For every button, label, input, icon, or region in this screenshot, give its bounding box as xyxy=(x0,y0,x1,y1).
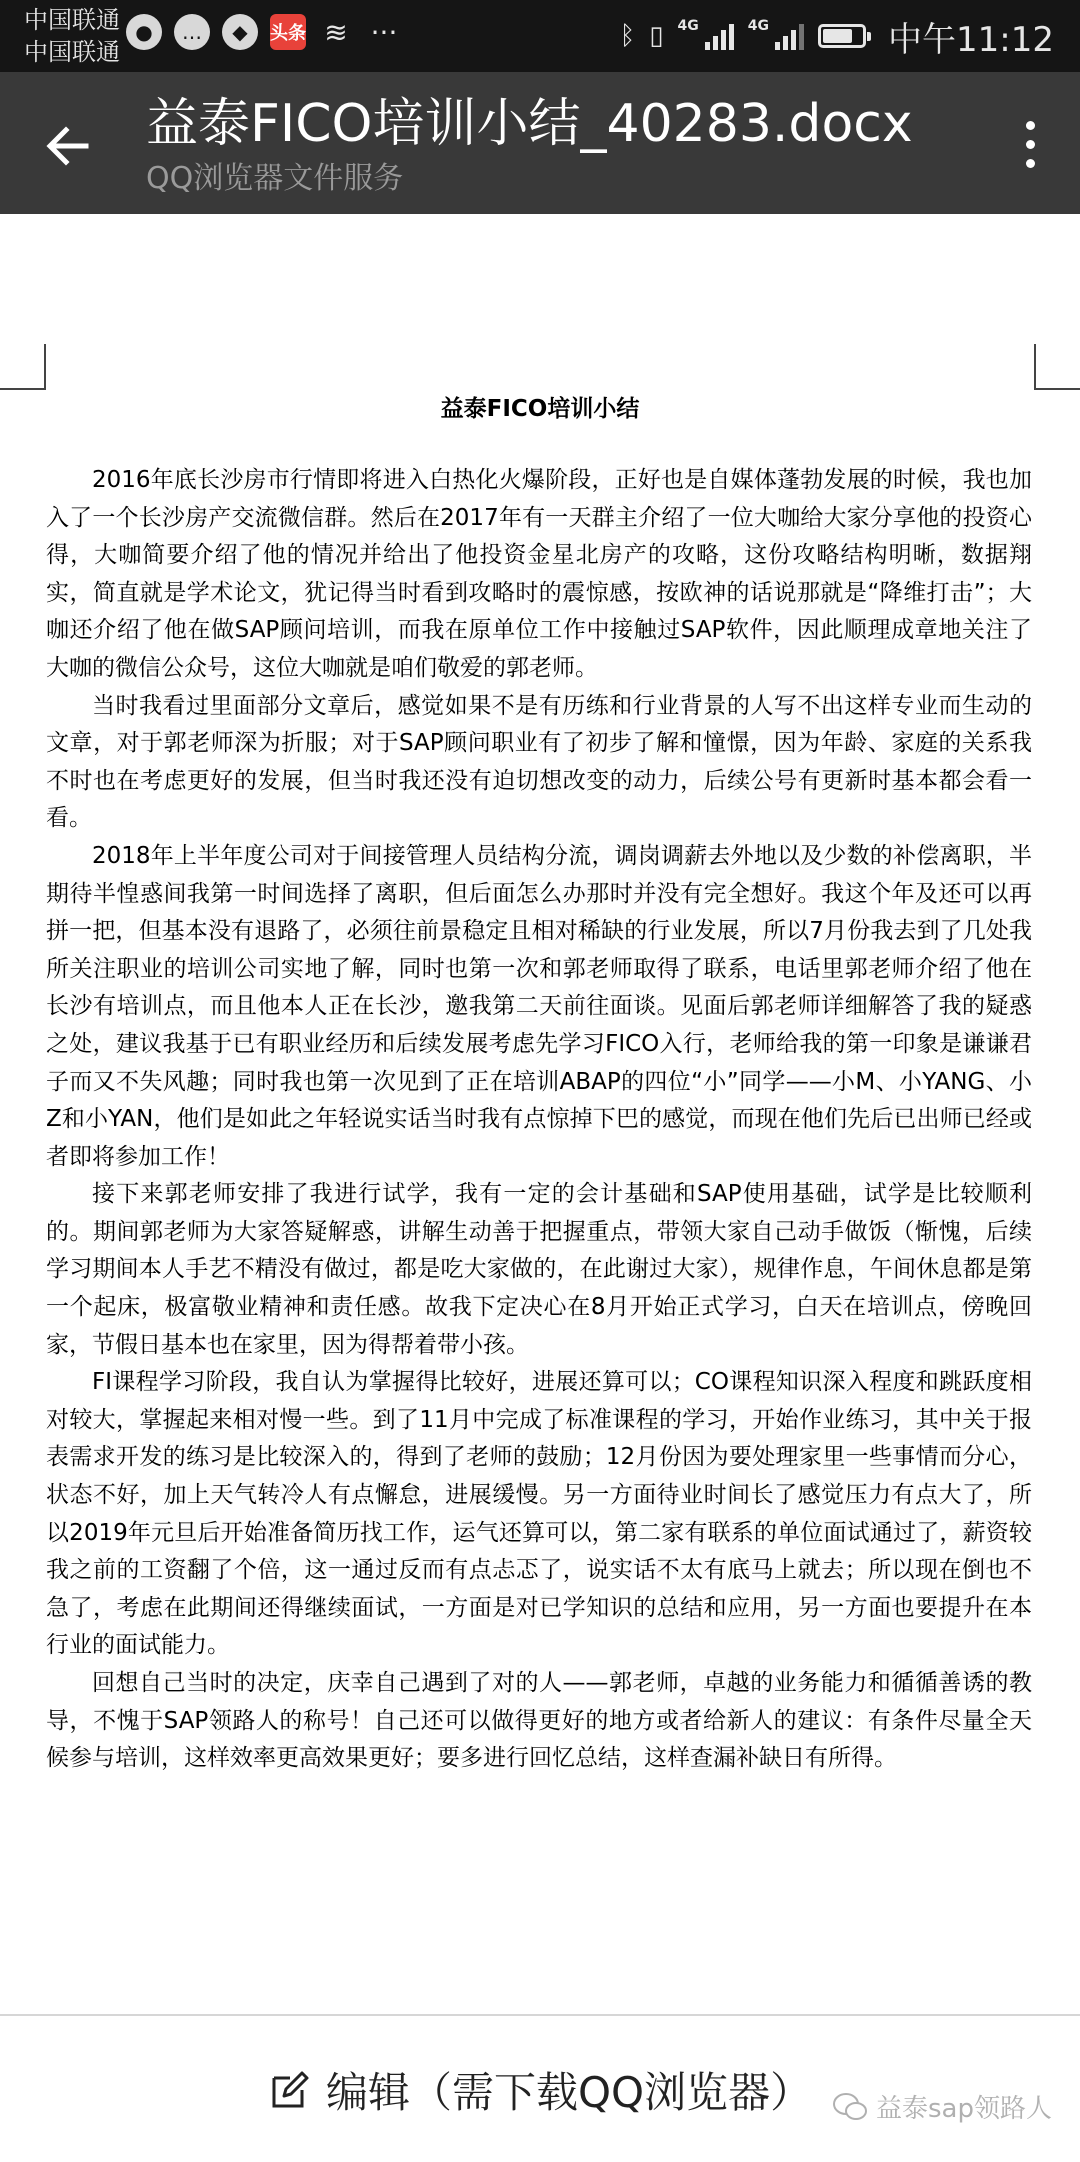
article-heading: 益泰FICO培训小结 xyxy=(440,396,640,422)
bottom-action-bar xyxy=(0,2014,1080,2162)
toutiao-app-icon: 头条 xyxy=(270,14,306,50)
chat-bubble-icon: … xyxy=(174,14,210,50)
signal-strength-icon-1 xyxy=(705,22,734,50)
paragraph: 接下来郭老师安排了我进行试学，我有一定的会计基础和SAP使用基础，试学是比较顺利的。期间郭老师为大家答疑解惑，讲解生动善于把握重点，带领大家自己动手做饭（惭愧，后续学习期间本人手艺不精没有做过，都是吃大家做的，在此谢过大家），规律作息，午间休息都是第一个起床，极富敬业精神和责任感。故我下定决心在8月开始正式学习，白天在培训点，傍晚回家，节假日基本也在家里，因为得帮着带小孩。 xyxy=(46,1181,1032,1358)
paragraph: 回想自己当时的决定，庆幸自己遇到了对的人——郭老师，卓越的业务能力和循循善诱的教导，不愧于SAP领路人的称号！自己还可以做得更好的地方或者给新人的建议：有条件尽量全天候参与培训，这样效率更高效果更好；要多进行回忆总结，这样查漏补缺日有所得。 xyxy=(46,1670,1032,1772)
network-type-2: 4G xyxy=(747,18,770,34)
signal-strength-icon-2 xyxy=(775,22,804,50)
edit-button[interactable] xyxy=(270,2060,812,2120)
back-button[interactable] xyxy=(36,114,100,178)
paragraph: 当时我看过里面部分文章后，感觉如果不是有历练和行业背景的人写不出这样专业而生动的文章，对于郭老师深为折服；对于SAP顾问职业有了初步了解和憧憬，因为年龄、家庭的关系我不时也在考虑更好的发展，但当时我还没有迫切想改变的动力，后续公号有更新时基本都会看一看。 xyxy=(46,692,1032,832)
watermark-text: 益泰sap领路人 xyxy=(876,2094,1052,2124)
notification-icons xyxy=(126,14,402,50)
toolbar-subtitle: QQ浏览器文件服务 xyxy=(146,161,404,196)
bluetooth-icon: ᛒ xyxy=(619,21,636,51)
battery-icon xyxy=(818,24,866,48)
carrier-label-2: 中国联通 xyxy=(24,38,120,66)
red-envelope-icon: ◆ xyxy=(222,14,258,50)
document-title: 益泰FICO培训小结_40283.docx xyxy=(146,94,913,154)
battery-level xyxy=(823,29,852,43)
system-icons xyxy=(620,0,1054,72)
back-arrow-icon xyxy=(44,122,92,170)
paragraph: 2016年底长沙房市行情即将进入白热化火爆阶段，正好也是自媒体蓬勃发展的时候，我也加入了一个长沙房产交流微信群。然后在2017年有一天群主介绍了一位大咖给大家分享他的投资心得，大咖简要介绍了他的情况并给出了他投资金星北房产的攻略，这份攻略结构明晰，数据翔实，简直就是学术论文，犹记得当时看到攻略时的震惊感，按欧神的话说那就是“降维打击”；大咖还介绍了他在做SAP顾问培训，而我在原单位工作中接触过SAP软件，因此顺理成章地关注了大咖的微信公众号，这位大咖就是咱们敬爱的郭老师。 xyxy=(46,467,1032,681)
network-type-1: 4G xyxy=(677,18,699,34)
status-bar xyxy=(0,0,1080,72)
edit-button-label: 编辑（需下载QQ浏览器） xyxy=(326,2068,813,2117)
app-toolbar xyxy=(0,72,1080,214)
page-corner-mark-right xyxy=(1034,344,1080,390)
menu-dot-icon xyxy=(1026,140,1035,149)
document-page[interactable] xyxy=(0,214,1080,2014)
carrier-label-1: 中国联通 xyxy=(24,6,120,34)
vibrate-icon: ▯ xyxy=(649,21,664,51)
article-body xyxy=(46,462,1032,1778)
overflow-menu-button[interactable] xyxy=(1004,108,1056,180)
watermark xyxy=(832,2088,1052,2125)
wechat-icon: ● xyxy=(126,14,162,50)
paragraph: FI课程学习阶段，我自认为掌握得比较好，进展还算可以；CO课程知识深入程度和跳跃度相对较大，掌握起来相对慢一些。到了11月中完成了标准课程的学习，开始作业练习，其中关于报表需求开发的练习是比较深入的，得到了老师的鼓励；12月份因为要处理家里一些事情而分心，状态不好，加上天气转冷人有点懈怠，进展缓慢。另一方面待业时间长了感觉压力有点大了，所以2019年元旦后开始准备简历找工作，运气还算可以，第二家有联系的单位面试通过了，薪资较我之前的工资翻了个倍，这一通过反而有点忐忑了，说实话不太有底马上就去；所以现在倒也不急了，考虑在此期间还得继续面试，一方面是对已学知识的总结和应用，另一方面也要提升在本行业的面试能力。 xyxy=(46,1369,1032,1659)
clock: 中午11:12 xyxy=(888,19,1054,60)
menu-dot-icon xyxy=(1026,121,1035,130)
more-notifications-icon: ··· xyxy=(370,15,398,49)
page-corner-mark-left xyxy=(0,344,46,390)
wifi-icon: ≋ xyxy=(324,15,348,49)
menu-dot-icon xyxy=(1026,159,1035,168)
wechat-watermark-icon xyxy=(832,2092,868,2122)
edit-pencil-icon xyxy=(270,2070,310,2110)
paragraph: 2018年上半年度公司对于间接管理人员结构分流，调岗调薪去外地以及少数的补偿离职，半期待半惶惑间我第一时间选择了离职，但后面怎么办那时并没有完全想好。我这个年及还可以再拼一把，但基本没有退路了，必须往前景稳定且相对稀缺的行业发展，所以7月份我去到了几处我所关注职业的培训公司实地了解，同时也第一次和郭老师取得了联系，电话里郭老师介绍了他在长沙有培训点，而且他本人正在长沙，邀我第二天前往面谈。见面后郭老师详细解答了我的疑惑之处，建议我基于已有职业经历和后续发展考虑先学习FICO入行，老师给我的第一印象是谦谦君子而又不失风趣；同时我也第一次见到了正在培训ABAP的四位“小”同学——小M、小YANG、小Z和小YAN，他们是如此之年轻说实话当时我有点惊掉下巴的感觉，而现在他们先后已出师已经或者即将参加工作！ xyxy=(46,842,1032,1170)
